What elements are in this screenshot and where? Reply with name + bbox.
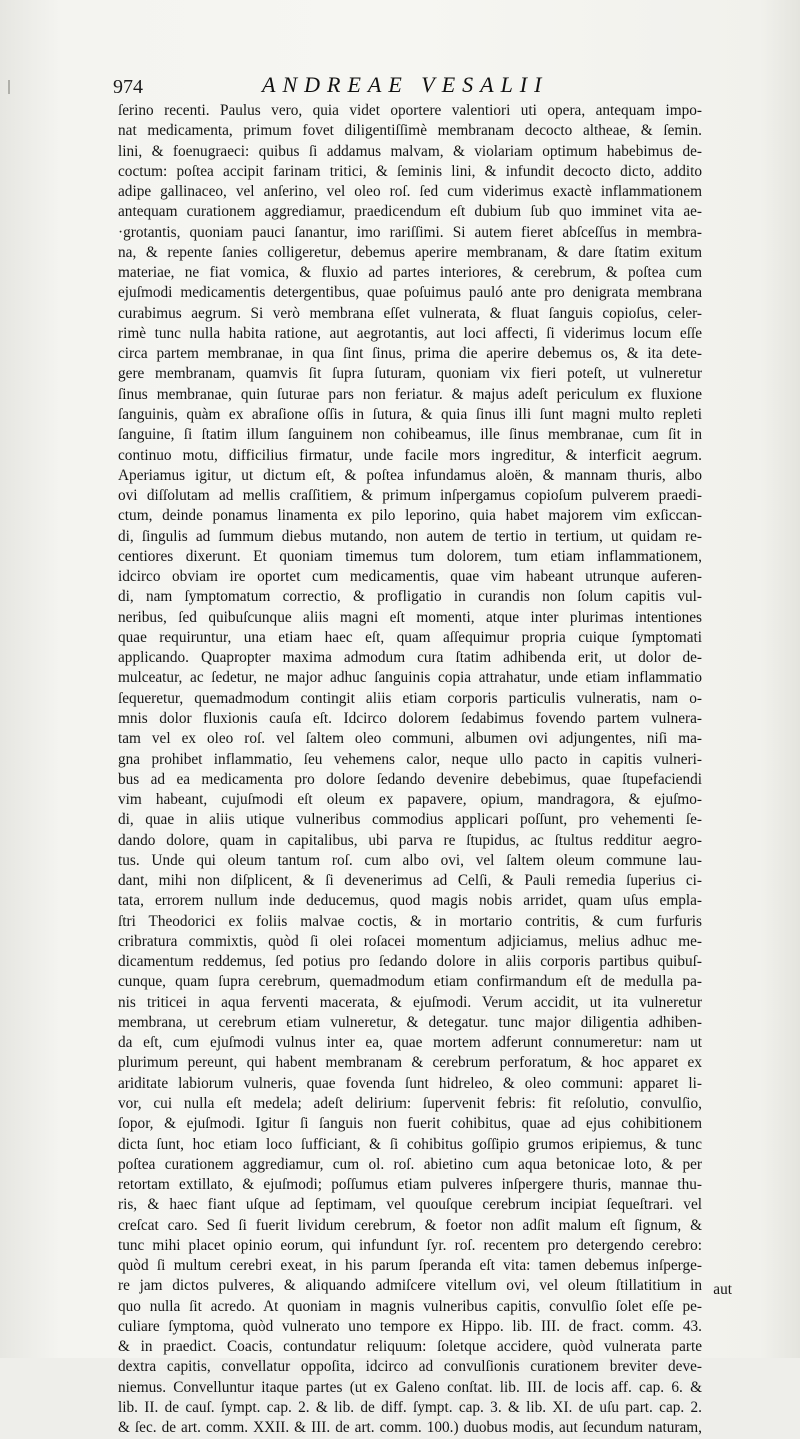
- text-line: quo nulla ſit acredo. At quoniam in magnis vulneribus capitis, convulſio ſolet eſſe pe-: [118, 1297, 702, 1315]
- page-edge-mark: [8, 80, 10, 94]
- text-line: di, ſingulis ad ſummum diebus mutando, non autem de tertio in tertium, ut quidam re-: [118, 527, 702, 545]
- running-head: ANDREAE VESALII: [262, 72, 549, 97]
- text-line: di, quae in aliis utique vulneribus commodius applicari poſſunt, pro vehementi ſe-: [118, 811, 702, 829]
- page-number: 974: [113, 76, 143, 98]
- text-line: dicamentum reddemus, ſed potius pro ſedando dolore in aliis corporis partibus quibuſ-: [118, 953, 702, 971]
- text-line: gere membranam, quamvis ſit ſupra ſuturam, quoniam vix fieri poteſt, ut vulneretur: [118, 365, 702, 383]
- text-line: da eſt, cum ejuſmodi vulnus inter ea, quae mortem adferunt connumeretur: nam ut: [118, 1034, 702, 1052]
- text-line: rimè tunc nulla habita ratione, aut aegrotantis, aut loci affecti, ſi viderimus locum eſſe: [118, 324, 702, 342]
- text-line: ejuſmodi medicamentis detergentibus, quae poſuimus pauló ante pro denigrata membrana: [118, 284, 702, 302]
- text-line: culiare ſymptoma, quòd vulnerato uno tempore ex Hippo. lib. III. de fract. comm. 43.: [118, 1317, 702, 1335]
- text-line: gna prohibet inflammatio, ſeu vehemens calor, neque ullo pacto in capitis vulneri-: [118, 750, 702, 768]
- text-line: ſopor, & ejuſmodi. Igitur ſi ſanguis non fuerit cohibitus, quae ad ejus cohibitionem: [118, 1115, 702, 1133]
- catchword: aut: [713, 1281, 732, 1298]
- text-line: materiae, ne fiat vomica, & fluxio ad partes interiores, & cerebrum, & poſtea cum: [118, 264, 702, 282]
- text-line: cribratura commixtis, quòd ſi olei roſacei momentum adjiciamus, melius adhuc me-: [118, 932, 702, 950]
- text-line: di, nam ſymptomatum correctio, & profligatio in curandis non ſolum capitis vul-: [118, 588, 702, 606]
- text-line: dant, mihi non diſplicent, & ſi devenerimus ad Celſi, & Pauli remedia ſuperius ci-: [118, 872, 702, 890]
- text-line: ſtri Theodorici ex foliis malvae coctis, & in mortario contritis, & cum furfuris: [118, 912, 702, 930]
- text-line: ctum, deinde ponamus linamenta ex pilo leporino, quia habet majorem vim exſiccan-: [118, 507, 702, 525]
- text-line: vim habeant, cujuſmodi eſt oleum ex papavere, opium, mandragora, & ejuſmo-: [118, 791, 702, 809]
- text-line: na, & repente ſanies colligeretur, debemus aperire membranam, & dare ſtatim exitum: [118, 243, 702, 261]
- text-line: antequam curationem aggrediamur, praedicendum eſt dubium ſub quo imminet vita ae-: [118, 203, 702, 221]
- text-line: & ſec. de art. comm. XXII. & III. de art. comm. 100.) duobus modis, aut ſecundum naturam,: [118, 1419, 702, 1437]
- text-line: dicta ſunt, hoc etiam loco ſufficiant, & ſi cohibitus goſſipio grumos eripiemus, & tunc: [118, 1135, 702, 1153]
- text-line: tus. Unde qui oleum tantum roſ. cum albo ovi, vel ſaltem oleum commune lau-: [118, 851, 702, 869]
- text-line: ris, & haec fiant uſque ad ſeptimam, vel quouſque cerebrum incipiat ſequeſtrari. vel: [118, 1196, 702, 1214]
- text-line: plurimum pereunt, qui habent membranam & cerebrum perforatum, & hoc apparet ex: [118, 1054, 702, 1072]
- text-line: Aperiamus igitur, ut dictum eſt, & poſtea infundamus aloën, & mannam thuris, albo: [118, 466, 702, 484]
- text-line: bus ad ea medicamenta pro dolore ſedando devenire debebimus, quae ſtupefaciendi: [118, 770, 702, 788]
- text-line: re jam dictos pulveres, & aliquando admiſcere vitellum ovi, vel oleum ſtillatitium in: [118, 1277, 702, 1295]
- text-line: creſcat caro. Sed ſi fuerit lividum cerebrum, & foetor non adſit malum eſt ſignum, &: [118, 1216, 702, 1234]
- text-line: tam vel ex oleo roſ. vel ſaltem oleo communi, albumen ovi adjungentes, niſi ma-: [118, 730, 702, 748]
- text-line: poſtea curationem aggrediamur, cum ol. roſ. abietino cum aqua betonicae loto, & per: [118, 1155, 702, 1173]
- text-line: neribus, ſed quibuſcunque aliis magni eſt momenti, atque inter plurimas intentiones: [118, 608, 702, 626]
- text-line: ſerino recenti. Paulus vero, quia videt oportere valentiori uti opera, antequam impo-: [118, 102, 702, 119]
- text-line: membrana, ut cerebrum etiam vulneretur, & detegatur. tunc major diligentia adhiben-: [118, 1013, 702, 1031]
- text-line: idcirco obviam ire oportet cum medicamentis, quae vim habeant utrunque auferen-: [118, 568, 702, 586]
- text-line: cunque, quam ſupra cerebrum, quemadmodum etiam confirmandum eſt de medulla pa-: [118, 973, 702, 991]
- text-line: tunc mihi placet opinio eorum, qui infundunt ſyr. roſ. recentem pro detergendo cerebro:: [118, 1236, 702, 1254]
- body-text: [118, 101, 702, 1439]
- text-line: curabimus aegrum. Si verò membrana eſſet vulnerata, & fluat ſanguis copioſus, celer-: [118, 304, 702, 322]
- text-line: ſanguinis, quàm ex abraſione oſſis in ſutura, & quia ſinus illi ſunt magni multo repleti: [118, 405, 702, 423]
- text-line: niemus. Convelluntur itaque partes (ut ex Galeno conſtat. lib. III. de locis aff. cap. 6. &: [118, 1378, 702, 1396]
- text-line: & in praedict. Coacis, contundatur reliquum: ſoletque accidere, quòd vulnerata parte: [118, 1338, 702, 1356]
- text-line: applicando. Quapropter maxima admodum cura ſtatim adhibenda erit, ut dolor de-: [118, 649, 702, 667]
- text-line: centiores dixerunt. Et quoniam timemus tum dolorem, tum etiam inflammationem,: [118, 547, 702, 565]
- text-line: lini, & foenugraeci: quibus ſi addamus malvam, & violariam optimum habebimus de-: [118, 142, 702, 160]
- text-line: ·grotantis, quoniam pauci ſanantur, imo rariſſimi. Si autem fieret abſceſſus in membra-: [118, 223, 702, 241]
- text-line: quae requiruntur, una etiam haec eſt, quam aſſequimur propria cuique ſymptomati: [118, 628, 702, 646]
- text-line: continuo motu, difficilius firmatur, unde facile mors ingreditur, & interficit aegrum.: [118, 446, 702, 464]
- text-line: nis triticei in aqua ferventi macerata, & ejuſmodi. Verum accidit, ut ita vulneretur: [118, 993, 702, 1011]
- text-line: ſanguine, ſi ſtatim illum ſanguinem non cohibeamus, ille ſinus membranae, cum ſit in: [118, 426, 702, 444]
- text-line: vor, cui nulla eſt medela; adeſt delirium: ſupervenit febris: fit reſolutio, convulſio,: [118, 1095, 702, 1113]
- text-line: mnis dolor fluxionis cauſa eſt. Idcirco dolorem ſedabimus fovendo partem vulnera-: [118, 709, 702, 727]
- text-line: lib. II. de cauſ. ſympt. cap. 2. & lib. de diff. ſympt. cap. 3. & lib. XI. de uſu part. cap. 2.: [118, 1399, 702, 1416]
- text-line: nat medicamenta, primum fovet diligentiſſimè membranam decocto altheae, & ſemin.: [118, 122, 702, 140]
- text-line: ariditate labiorum vulneris, quae fovenda ſunt hidreleo, & oleo communi: apparet li-: [118, 1074, 702, 1092]
- text-line: ſinus membranae, quin ſuturae pars non feriatur. & majus adeſt periculum ex fluxione: [118, 385, 702, 403]
- text-line: circa partem membranae, in qua ſint ſinus, prima die aperire debemus os, & ita dete-: [118, 345, 702, 363]
- text-line: retortam extillato, & ejuſmodi; poſſumus etiam pulveres inſpergere thuris, mannae thu-: [118, 1176, 702, 1194]
- text-line: tata, errorem nullum inde deducemus, quod magis nobis arridet, quam uſus empla-: [118, 892, 702, 910]
- text-line: adipe gallinaceo, vel anſerino, vel oleo roſ. ſed cum viderimus exactè inflammationem: [118, 183, 702, 201]
- text-line: ſequeretur, quemadmodum contingit aliis etiam corporis particulis vulneratis, nam o-: [118, 689, 702, 707]
- text-line: dando dolore, quam in capitalibus, ubi parva re ſtupidus, ac ſtultus redditur aegro-: [118, 831, 702, 849]
- text-line: ovi diſſolutam ad mellis craſſitiem, & primum inſpergamus copioſum pulverem praedi-: [118, 487, 702, 505]
- text-line: quòd ſi multum cerebri exeat, in his parum ſperanda eſt vita: tamen debemus inſperge-: [118, 1257, 702, 1275]
- text-line: mulceatur, ac ſedetur, ne major adhuc ſanguinis copia attrahatur, unde etiam inflammatio: [118, 669, 702, 687]
- text-line: dextra capitis, convellatur oppoſita, idcirco ad convulſionis curationem breviter deve-: [118, 1358, 702, 1376]
- text-line: coctum: poſtea accipit farinam tritici, & ſeminis lini, & infundit decocto dicto, addito: [118, 162, 702, 180]
